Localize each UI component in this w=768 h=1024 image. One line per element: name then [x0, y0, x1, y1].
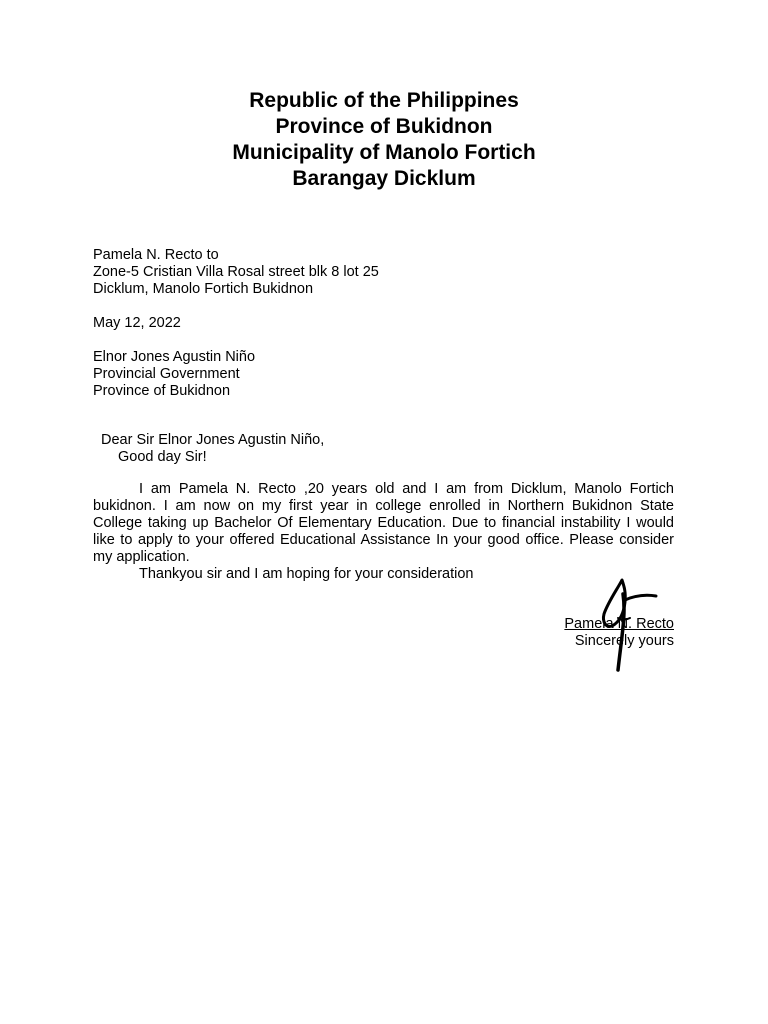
letterhead — [0, 88, 768, 192]
signatory-name: Pamela N. Recto — [564, 616, 674, 632]
letterhead-province: Province of Bukidnon — [275, 115, 493, 138]
signatory-closing: Sincerely yours — [574, 633, 674, 649]
greeting: Good day Sir! — [118, 449, 207, 465]
letterhead-municipality: Municipality of Manolo Fortich — [232, 141, 536, 164]
sender-name: Pamela N. Recto to — [93, 247, 219, 263]
closing-line: Thankyou sir and I am hoping for your consideration — [139, 566, 474, 582]
letter-date: May 12, 2022 — [93, 315, 181, 331]
sender-address-line1: Zone-5 Cristian Villa Rosal street blk 8 lot 25 — [93, 264, 379, 280]
sender-block — [93, 247, 379, 298]
letter-body: I am Pamela N. Recto ,20 years old and I am from Dicklum, Manolo Fortich bukidnon. I am now on my first year in college enrolled in Northern Bukidnon State College taking up Bachelor Of Elementary Education. Due to financial instability I would like to apply to your offered Educational Assistance In your good office. Please consider my application. — [93, 481, 674, 565]
salutation: Dear Sir Elnor Jones Agustin Niño, — [101, 432, 325, 448]
recipient-province: Province of Bukidnon — [93, 383, 231, 399]
recipient-office: Provincial Government — [93, 366, 240, 382]
sender-address-line2: Dicklum, Manolo Fortich Bukidnon — [93, 281, 314, 297]
recipient-block — [93, 349, 255, 400]
letterhead-barangay: Barangay Dicklum — [292, 167, 476, 190]
letterhead-country: Republic of the Philippines — [249, 89, 519, 112]
recipient-name: Elnor Jones Agustin Niño — [93, 349, 256, 365]
